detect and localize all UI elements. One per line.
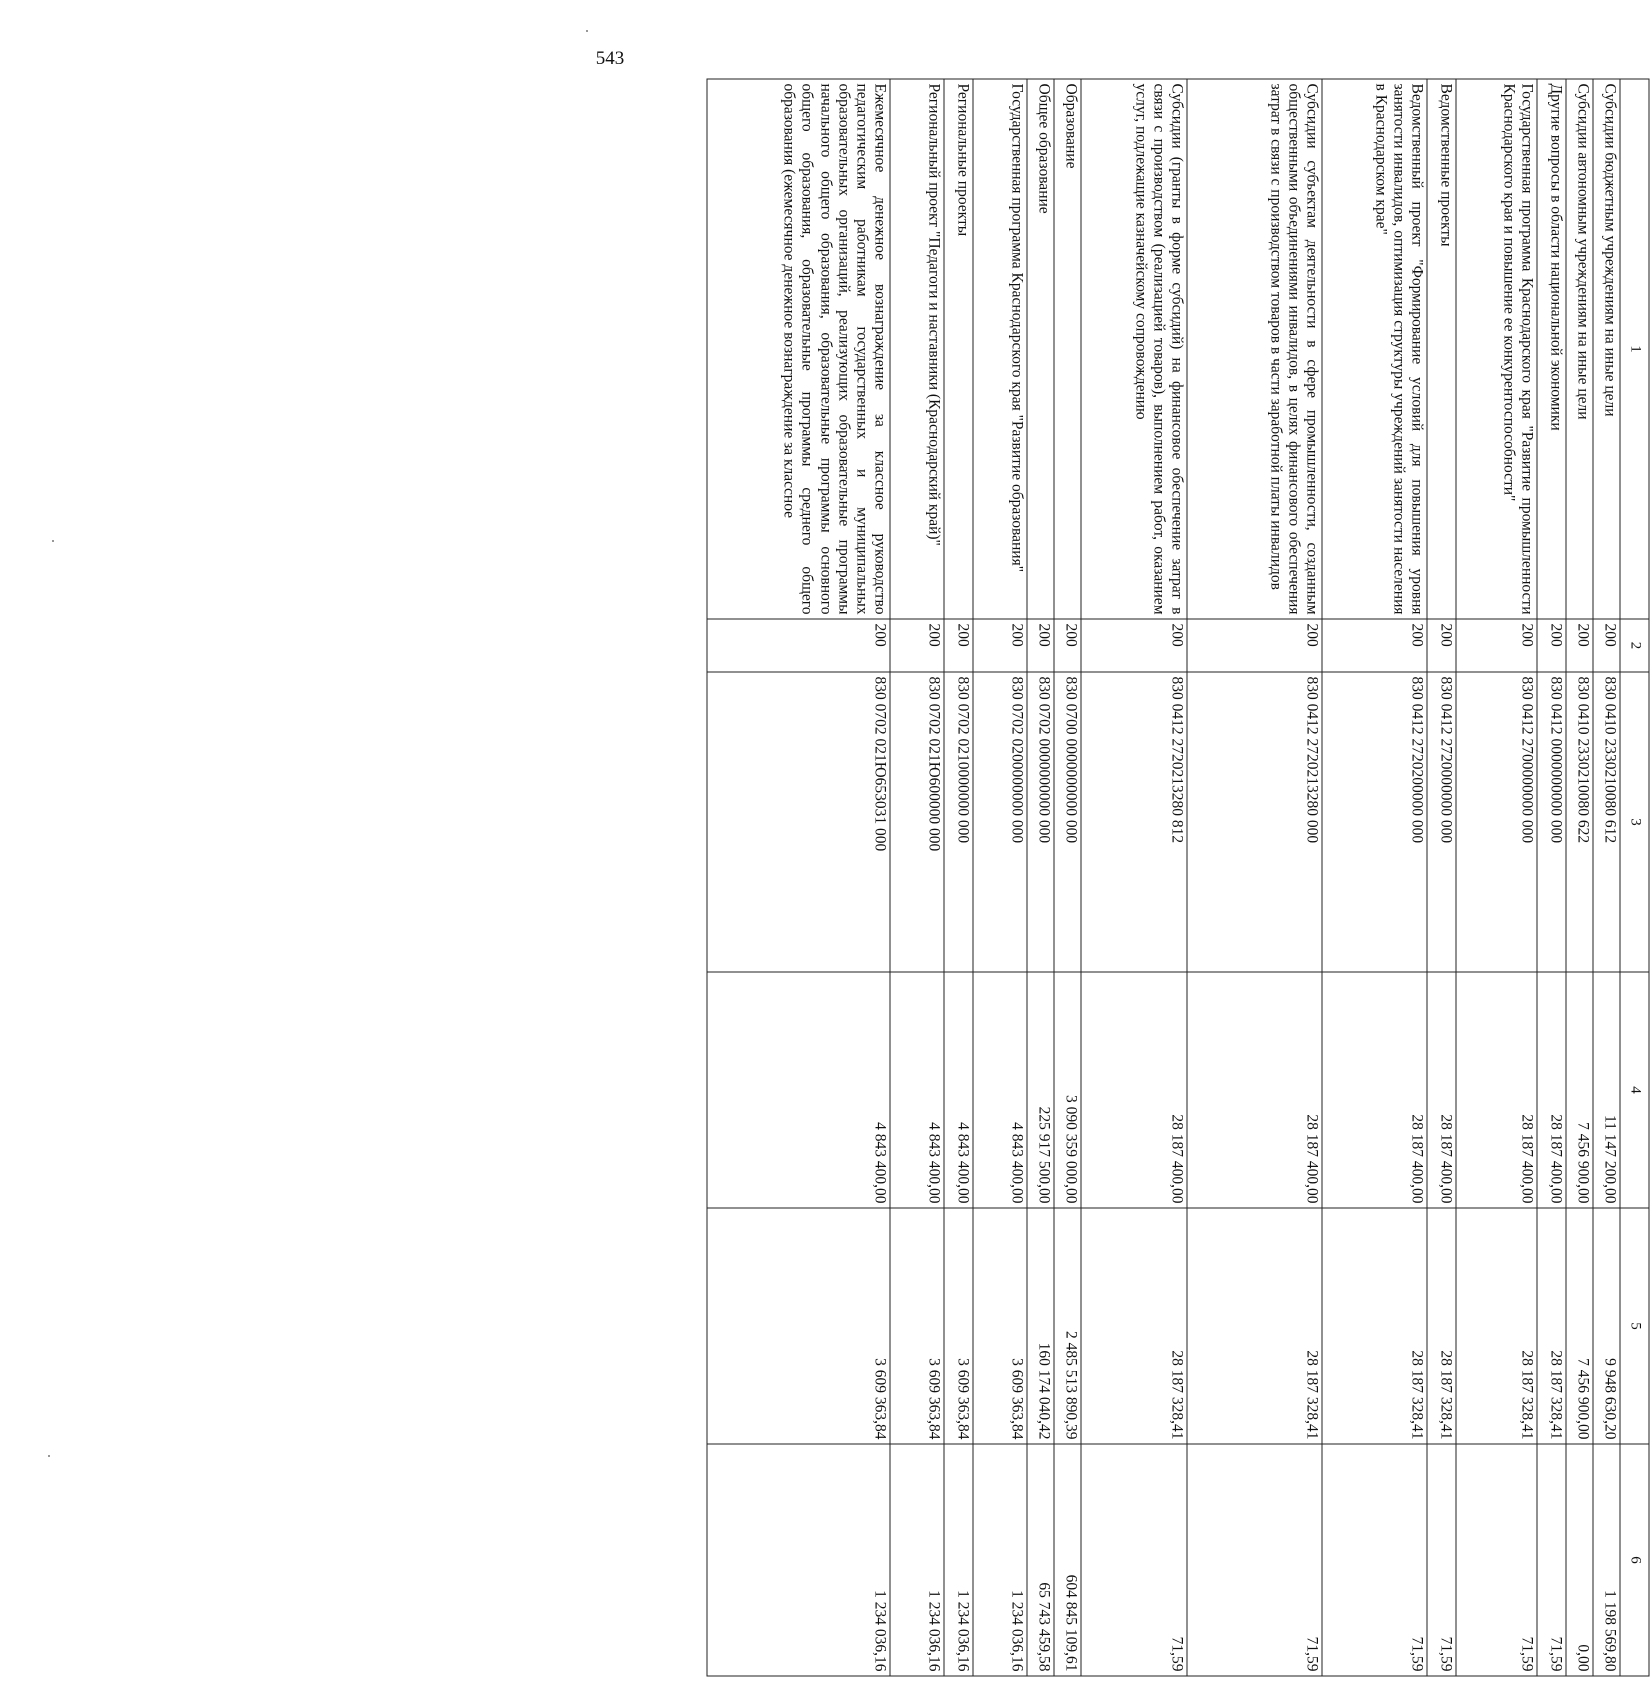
cell-col6: 1 234 036,16 [890, 1444, 944, 1676]
cell-col5: 9 948 630,20 [1593, 1208, 1620, 1444]
cell-col5: 28 187 328,41 [1456, 1208, 1537, 1444]
table-row [973, 79, 1027, 1676]
cell-code: 830 0412 0000000000 000 [1537, 672, 1566, 972]
cell-name: Субсидии бюджетным учреждениям на иные цели [1593, 79, 1620, 619]
cell-col5: 28 187 328,41 [1322, 1208, 1427, 1444]
cell-col6: 1 234 036,16 [973, 1444, 1027, 1676]
cell-name: Государственная программа Краснодарского края "Развитие промышленности Краснодарского края и повышение ее конкурентоспособности" [1456, 79, 1537, 619]
table-row [890, 79, 944, 1676]
cell-col5: 2 485 513 890,39 [1054, 1208, 1081, 1444]
cell-name: Общее образование [1027, 79, 1054, 619]
cell-col2: 200 [1187, 619, 1322, 672]
table-row [1456, 79, 1537, 1676]
table-row [1566, 79, 1593, 1676]
cell-col2: 200 [1054, 619, 1081, 672]
column-header: 5 [1620, 1208, 1649, 1444]
column-header: 3 [1620, 672, 1649, 972]
cell-code: 830 0702 0200000000 000 [973, 672, 1027, 972]
cell-col4: 7 456 900,00 [1566, 972, 1593, 1208]
cell-col4: 28 187 400,00 [1537, 972, 1566, 1208]
cell-col6: 1 198 569,80 [1593, 1444, 1620, 1676]
cell-col2: 200 [707, 619, 890, 672]
page-number: 543 [595, 48, 625, 69]
cell-col6: 1 234 036,16 [944, 1444, 973, 1676]
table-row [1054, 79, 1081, 1676]
budget-table [707, 79, 1650, 1677]
cell-col4: 28 187 400,00 [1081, 972, 1187, 1208]
column-header-row [1620, 79, 1649, 1676]
cell-col5: 160 174 040,42 [1027, 1208, 1054, 1444]
table-row [1427, 79, 1456, 1676]
column-header: 4 [1620, 972, 1649, 1208]
cell-col6: 71,59 [1322, 1444, 1427, 1676]
cell-name: Региональные проекты [944, 79, 973, 619]
cell-col5: 28 187 328,41 [1537, 1208, 1566, 1444]
budget-table-rotated [708, 79, 1650, 1676]
cell-code: 830 0412 2700000000 000 [1456, 672, 1537, 972]
cell-col4: 4 843 400,00 [944, 972, 973, 1208]
cell-col4: 4 843 400,00 [707, 972, 890, 1208]
cell-name: Ведомственные проекты [1427, 79, 1456, 619]
column-header: 6 [1620, 1444, 1649, 1676]
cell-col5: 28 187 328,41 [1187, 1208, 1322, 1444]
cell-col5: 3 609 363,84 [890, 1208, 944, 1444]
cell-col5: 3 609 363,84 [707, 1208, 890, 1444]
cell-col6: 1 234 036,16 [707, 1444, 890, 1676]
cell-col4: 4 843 400,00 [973, 972, 1027, 1208]
cell-col6: 0,00 [1566, 1444, 1593, 1676]
cell-col2: 200 [1027, 619, 1054, 672]
cell-code: 830 0412 2720213280 000 [1187, 672, 1322, 972]
cell-code: 830 0702 021Ю653031 000 [707, 672, 890, 972]
table-row [944, 79, 973, 1676]
cell-col4: 28 187 400,00 [1322, 972, 1427, 1208]
table-row [1322, 79, 1427, 1676]
cell-col2: 200 [890, 619, 944, 672]
cell-col2: 200 [1566, 619, 1593, 672]
cell-code: 830 0412 2720000000 000 [1427, 672, 1456, 972]
cell-col5: 7 456 900,00 [1566, 1208, 1593, 1444]
cell-name: Субсидии автономным учреждениям на иные цели [1566, 79, 1593, 619]
table-row [707, 79, 890, 1676]
cell-col5: 28 187 328,41 [1081, 1208, 1187, 1444]
cell-code: 830 0410 2330210080 622 [1566, 672, 1593, 972]
cell-code: 830 0702 0000000000 000 [1027, 672, 1054, 972]
cell-col6: 71,59 [1187, 1444, 1322, 1676]
table-row [1593, 79, 1620, 1676]
cell-col6: 65 743 459,58 [1027, 1444, 1054, 1676]
cell-name: Другие вопросы в области национальной экономики [1537, 79, 1566, 619]
cell-code: 830 0412 2720213280 812 [1081, 672, 1187, 972]
cell-code: 830 0410 2330210080 612 [1593, 672, 1620, 972]
cell-name: Региональный проект "Педагоги и наставники (Краснодарский край)" [890, 79, 944, 619]
cell-col6: 71,59 [1537, 1444, 1566, 1676]
cell-code: 830 0700 0000000000 000 [1054, 672, 1081, 972]
column-header: 1 [1620, 79, 1649, 619]
cell-col4: 3 090 359 000,00 [1054, 972, 1081, 1208]
cell-name: Образование [1054, 79, 1081, 619]
cell-code: 830 0702 021Ю600000 000 [890, 672, 944, 972]
column-header: 2 [1620, 619, 1649, 672]
cell-name: Государственная программа Краснодарского края "Развитие образования" [973, 79, 1027, 619]
cell-col4: 11 147 200,00 [1593, 972, 1620, 1208]
table-row [1027, 79, 1054, 1676]
cell-name: Субсидии субъектам деятельности в сфере промышленности, созданным общественными объединениями инвалидов, в целях финансового обеспечения затрат в связи с производством товаров в части заработной платы инвалидов [1187, 79, 1322, 619]
table-row [1537, 79, 1566, 1676]
cell-col4: 4 843 400,00 [890, 972, 944, 1208]
cell-col2: 200 [973, 619, 1027, 672]
budget-table-body [707, 79, 1649, 1676]
cell-col2: 200 [1427, 619, 1456, 672]
cell-col2: 200 [1081, 619, 1187, 672]
cell-code: 830 0412 2720200000 000 [1322, 672, 1427, 972]
cell-col2: 200 [1322, 619, 1427, 672]
cell-col4: 28 187 400,00 [1456, 972, 1537, 1208]
cell-col5: 3 609 363,84 [973, 1208, 1027, 1444]
cell-name: Ведомственный проект "Формирование условий для повышения уровня занятости инвалидов, оптимизация структуры учреждений занятости населения в Краснодарском крае" [1322, 79, 1427, 619]
cell-col2: 200 [1593, 619, 1620, 672]
cell-name: Ежемесячное денежное вознаграждение за классное руководство педагогическим работникам государственных и муниципальных образовательных организаций, реализующих образовательные программы начального общего образования, образовательные программы основного общего образования, образовательные программы среднего общего образования (ежемесячное денежное вознаграждение за классное [707, 79, 890, 619]
cell-col5: 28 187 328,41 [1427, 1208, 1456, 1444]
cell-col4: 28 187 400,00 [1187, 972, 1322, 1208]
cell-col4: 28 187 400,00 [1427, 972, 1456, 1208]
cell-col4: 225 917 500,00 [1027, 972, 1054, 1208]
cell-col5: 3 609 363,84 [944, 1208, 973, 1444]
cell-name: Субсидии (гранты в форме субсидий) на финансовое обеспечение затрат в связи с производством (реализацией товаров), выполнением работ, оказанием услуг, подлежащие казначейскому сопровождению [1081, 79, 1187, 619]
cell-col2: 200 [1456, 619, 1537, 672]
cell-code: 830 0702 0210000000 000 [944, 672, 973, 972]
cell-col6: 71,59 [1427, 1444, 1456, 1676]
cell-col6: 71,59 [1081, 1444, 1187, 1676]
table-row [1081, 79, 1187, 1676]
table-row [1187, 79, 1322, 1676]
cell-col6: 71,59 [1456, 1444, 1537, 1676]
cell-col2: 200 [1537, 619, 1566, 672]
cell-col2: 200 [944, 619, 973, 672]
cell-col6: 604 845 109,61 [1054, 1444, 1081, 1676]
